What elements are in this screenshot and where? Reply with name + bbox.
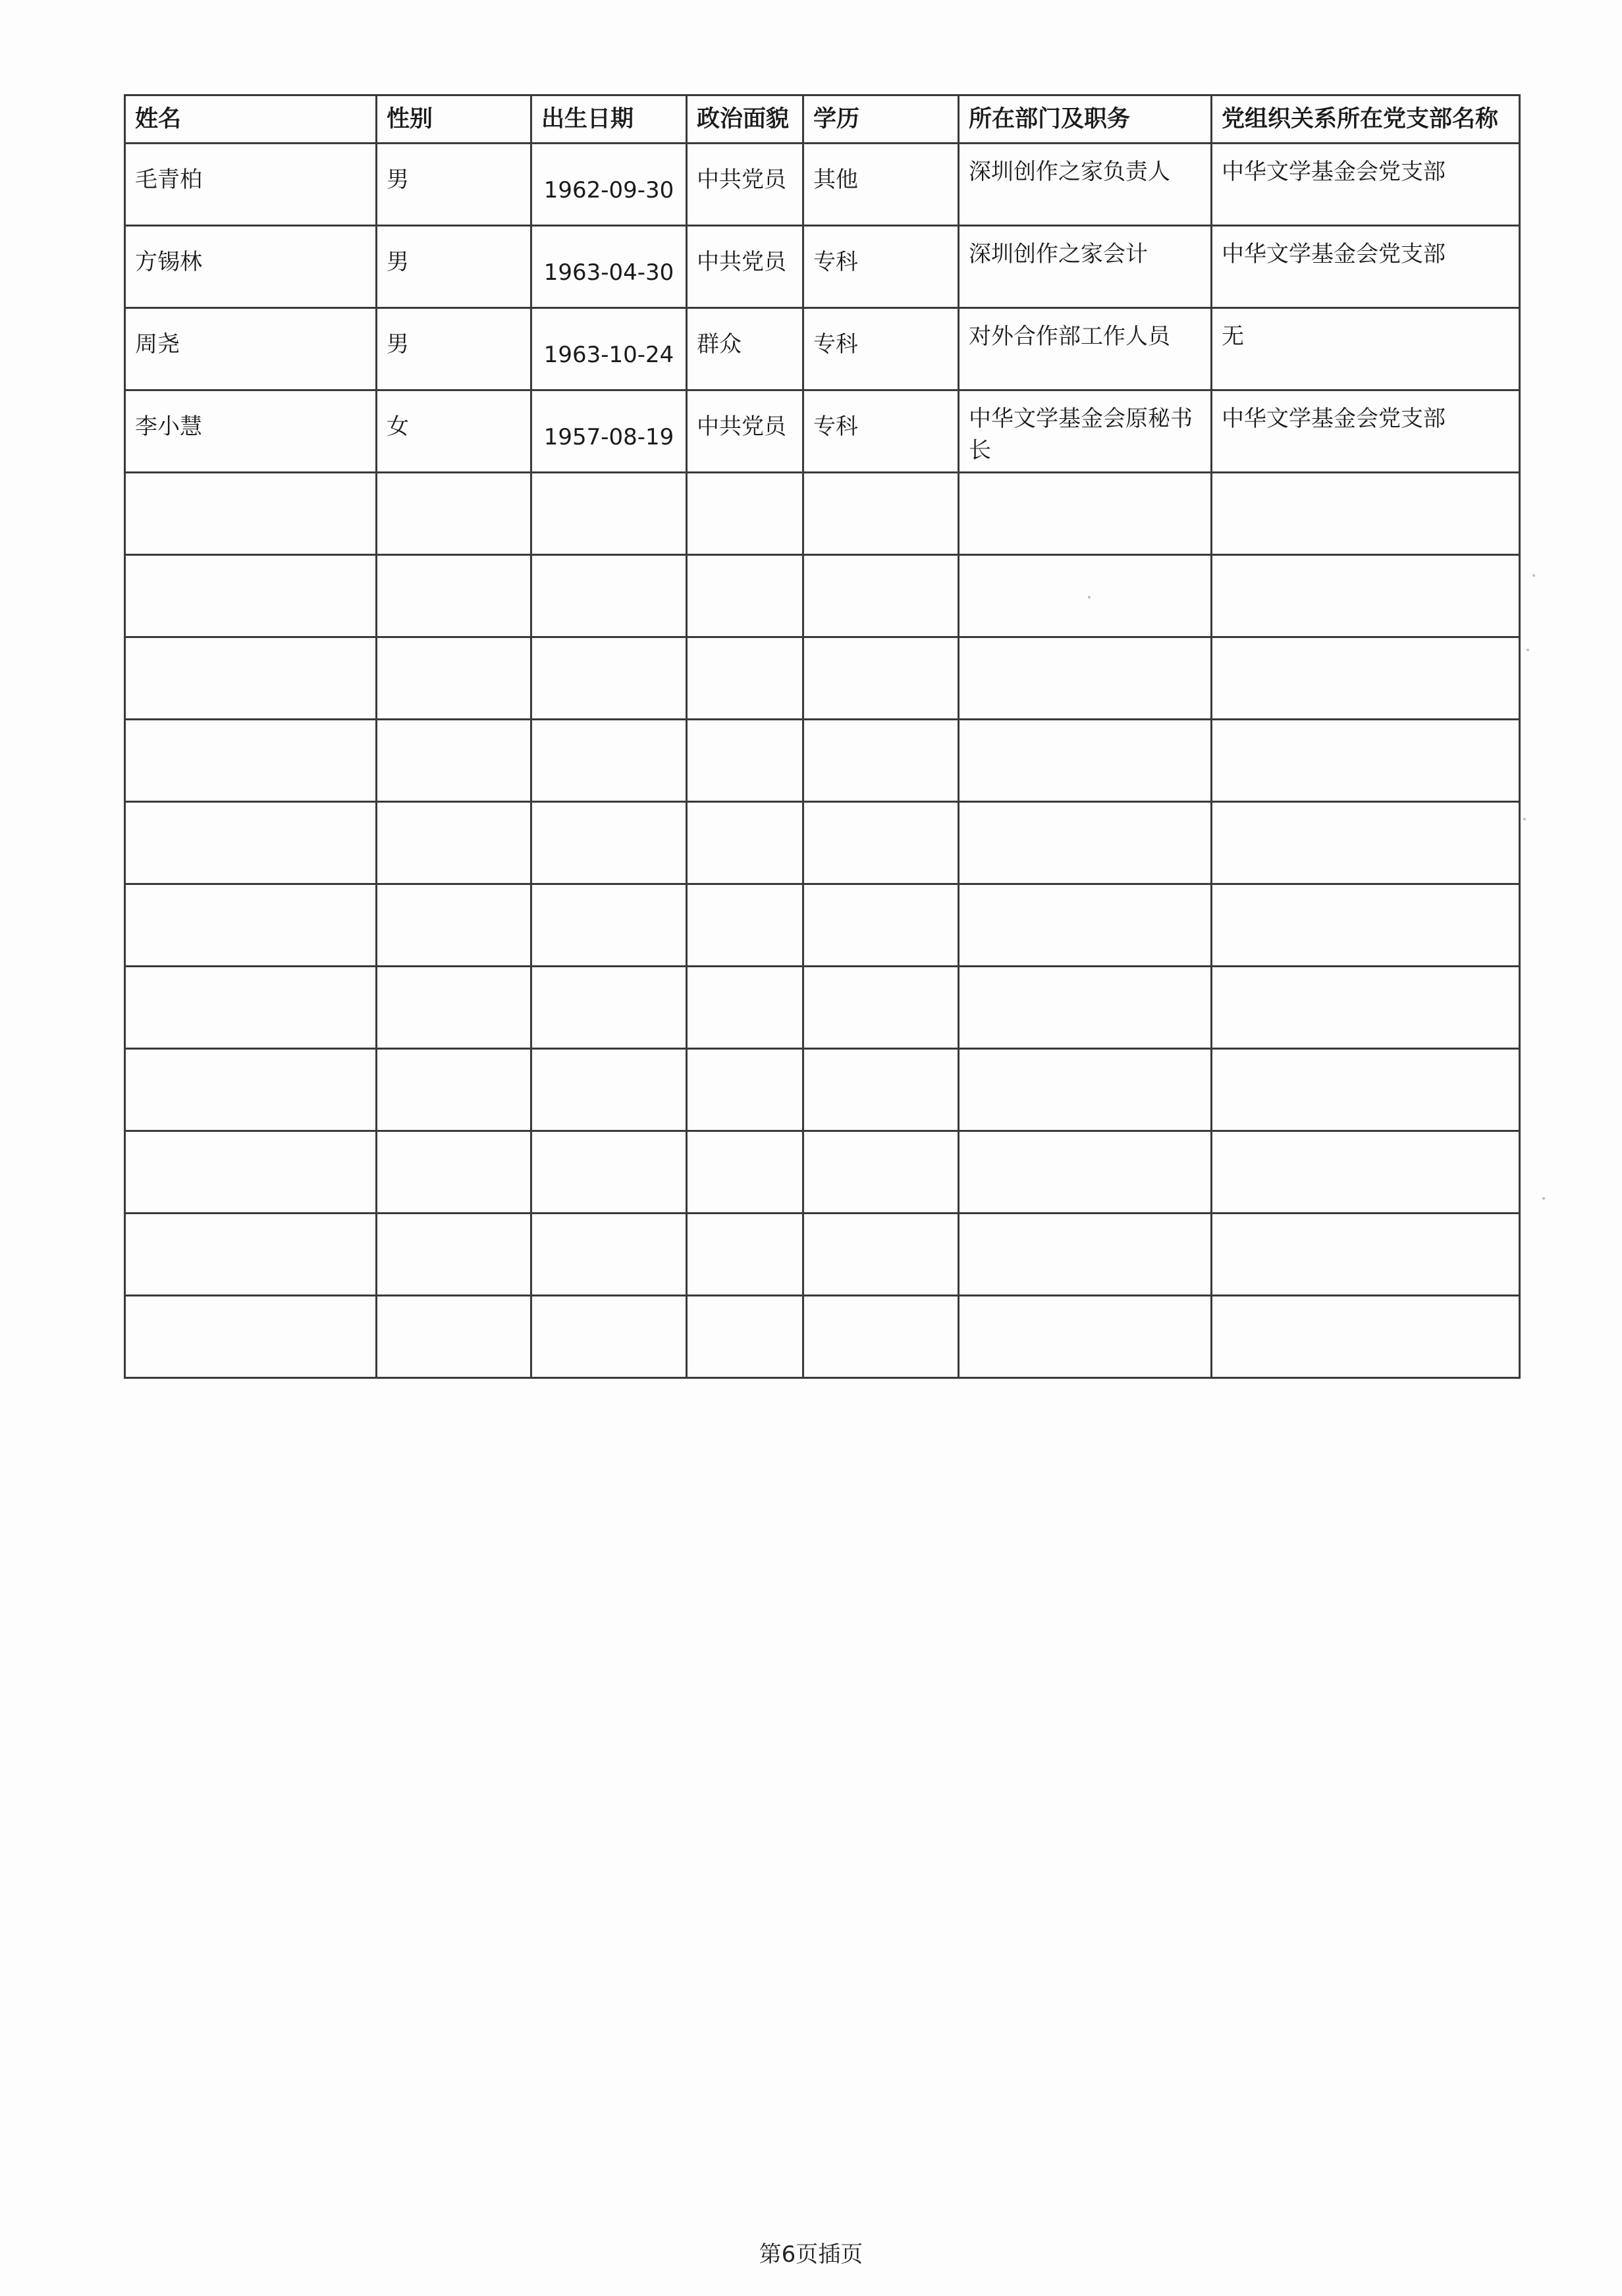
cell-education: 专科	[803, 308, 959, 390]
header-gender: 性别	[377, 95, 531, 144]
cell-empty	[377, 1296, 531, 1378]
cell-empty	[1212, 555, 1520, 637]
cell-empty	[1212, 1049, 1520, 1131]
cell-education: 专科	[803, 390, 959, 473]
cell-empty	[687, 1049, 803, 1131]
cell-empty	[377, 884, 531, 967]
scan-speck	[1542, 1197, 1545, 1200]
cell-birth-date: 1957-08-19	[531, 390, 687, 473]
cell-empty	[125, 555, 377, 637]
table-row	[125, 144, 1520, 226]
cell-empty	[687, 802, 803, 884]
cell-empty	[959, 555, 1212, 637]
cell-empty	[531, 720, 687, 802]
cell-empty	[531, 555, 687, 637]
cell-department-position: 深圳创作之家负责人	[959, 144, 1212, 226]
table-row-empty	[125, 1296, 1520, 1378]
cell-political-status: 中共党员	[687, 226, 803, 308]
cell-empty	[959, 1214, 1212, 1296]
cell-empty	[125, 802, 377, 884]
cell-empty	[531, 802, 687, 884]
cell-empty	[377, 1049, 531, 1131]
cell-empty	[125, 720, 377, 802]
cell-empty	[959, 473, 1212, 555]
cell-empty	[531, 637, 687, 720]
cell-education: 其他	[803, 144, 959, 226]
cell-empty	[125, 1131, 377, 1214]
cell-empty	[803, 1049, 959, 1131]
cell-empty	[687, 720, 803, 802]
cell-department-position: 对外合作部工作人员	[959, 308, 1212, 390]
cell-political-status: 中共党员	[687, 390, 803, 473]
table-header-row	[125, 95, 1520, 144]
cell-empty	[1212, 473, 1520, 555]
cell-empty	[377, 720, 531, 802]
cell-empty	[803, 1214, 959, 1296]
table-row-empty	[125, 473, 1520, 555]
cell-empty	[531, 1131, 687, 1214]
cell-empty	[803, 1296, 959, 1378]
cell-empty	[687, 637, 803, 720]
cell-empty	[531, 967, 687, 1049]
cell-empty	[803, 473, 959, 555]
table-row	[125, 308, 1520, 390]
cell-empty	[959, 637, 1212, 720]
cell-birth-date: 1962-09-30	[531, 144, 687, 226]
cell-empty	[377, 1214, 531, 1296]
cell-empty	[959, 802, 1212, 884]
header-political-status: 政治面貌	[687, 95, 803, 144]
cell-empty	[125, 637, 377, 720]
cell-empty	[377, 802, 531, 884]
cell-empty	[687, 473, 803, 555]
table-row-empty	[125, 802, 1520, 884]
cell-empty	[125, 884, 377, 967]
cell-empty	[803, 967, 959, 1049]
cell-empty	[687, 884, 803, 967]
table-row-empty	[125, 637, 1520, 720]
cell-empty	[1212, 1131, 1520, 1214]
cell-empty	[1212, 720, 1520, 802]
header-birth-date: 出生日期	[531, 95, 687, 144]
cell-name: 周尧	[125, 308, 377, 390]
header-department-position: 所在部门及职务	[959, 95, 1212, 144]
cell-empty	[531, 1214, 687, 1296]
cell-empty	[959, 1049, 1212, 1131]
cell-empty	[531, 1049, 687, 1131]
cell-empty	[687, 967, 803, 1049]
cell-empty	[125, 473, 377, 555]
cell-empty	[125, 967, 377, 1049]
cell-empty	[687, 1214, 803, 1296]
cell-empty	[531, 473, 687, 555]
cell-empty	[377, 555, 531, 637]
cell-empty	[1212, 637, 1520, 720]
cell-empty	[1212, 1214, 1520, 1296]
cell-empty	[125, 1296, 377, 1378]
personnel-table	[124, 94, 1521, 1379]
table-row-empty	[125, 720, 1520, 802]
table-row	[125, 226, 1520, 308]
cell-gender: 男	[377, 226, 531, 308]
cell-birth-date: 1963-10-24	[531, 308, 687, 390]
cell-empty	[803, 637, 959, 720]
cell-empty	[377, 1131, 531, 1214]
cell-empty	[687, 555, 803, 637]
cell-empty	[125, 1049, 377, 1131]
cell-empty	[125, 1214, 377, 1296]
cell-empty	[531, 884, 687, 967]
cell-empty	[803, 1131, 959, 1214]
table-row-empty	[125, 1131, 1520, 1214]
cell-education: 专科	[803, 226, 959, 308]
cell-empty	[959, 1296, 1212, 1378]
cell-gender: 男	[377, 308, 531, 390]
cell-name: 李小慧	[125, 390, 377, 473]
scan-speck	[1527, 649, 1529, 651]
table-row-empty	[125, 1049, 1520, 1131]
cell-gender: 女	[377, 390, 531, 473]
cell-empty	[1212, 884, 1520, 967]
table-row-empty	[125, 884, 1520, 967]
cell-empty	[1212, 1296, 1520, 1378]
cell-empty	[959, 884, 1212, 967]
cell-empty	[687, 1296, 803, 1378]
cell-empty	[803, 884, 959, 967]
cell-empty	[959, 1131, 1212, 1214]
cell-name: 方锡林	[125, 226, 377, 308]
scan-speck	[1532, 574, 1535, 577]
table-row	[125, 390, 1520, 473]
cell-name: 毛青柏	[125, 144, 377, 226]
cell-birth-date: 1963-04-30	[531, 226, 687, 308]
cell-party-branch: 中华文学基金会党支部	[1212, 144, 1520, 226]
scan-speck	[1088, 596, 1091, 599]
cell-empty	[377, 473, 531, 555]
cell-political-status: 中共党员	[687, 144, 803, 226]
cell-empty	[959, 720, 1212, 802]
header-education: 学历	[803, 95, 959, 144]
cell-empty	[377, 637, 531, 720]
cell-department-position: 中华文学基金会原秘书长	[959, 390, 1212, 473]
cell-empty	[959, 967, 1212, 1049]
cell-empty	[1212, 967, 1520, 1049]
cell-empty	[687, 1131, 803, 1214]
cell-gender: 男	[377, 144, 531, 226]
cell-empty	[803, 555, 959, 637]
header-name: 姓名	[125, 95, 377, 144]
table-row-empty	[125, 1214, 1520, 1296]
cell-empty	[803, 802, 959, 884]
page-footer-label: 第6页插页	[759, 2241, 863, 2268]
scan-speck	[1523, 818, 1526, 820]
cell-empty	[531, 1296, 687, 1378]
table-row-empty	[125, 555, 1520, 637]
cell-department-position: 深圳创作之家会计	[959, 226, 1212, 308]
table-row-empty	[125, 967, 1520, 1049]
cell-empty	[1212, 802, 1520, 884]
cell-empty	[377, 967, 531, 1049]
cell-party-branch: 中华文学基金会党支部	[1212, 390, 1520, 473]
header-party-branch: 党组织关系所在党支部名称	[1212, 95, 1520, 144]
cell-empty	[803, 720, 959, 802]
cell-political-status: 群众	[687, 308, 803, 390]
cell-party-branch: 中华文学基金会党支部	[1212, 226, 1520, 308]
cell-party-branch: 无	[1212, 308, 1520, 390]
